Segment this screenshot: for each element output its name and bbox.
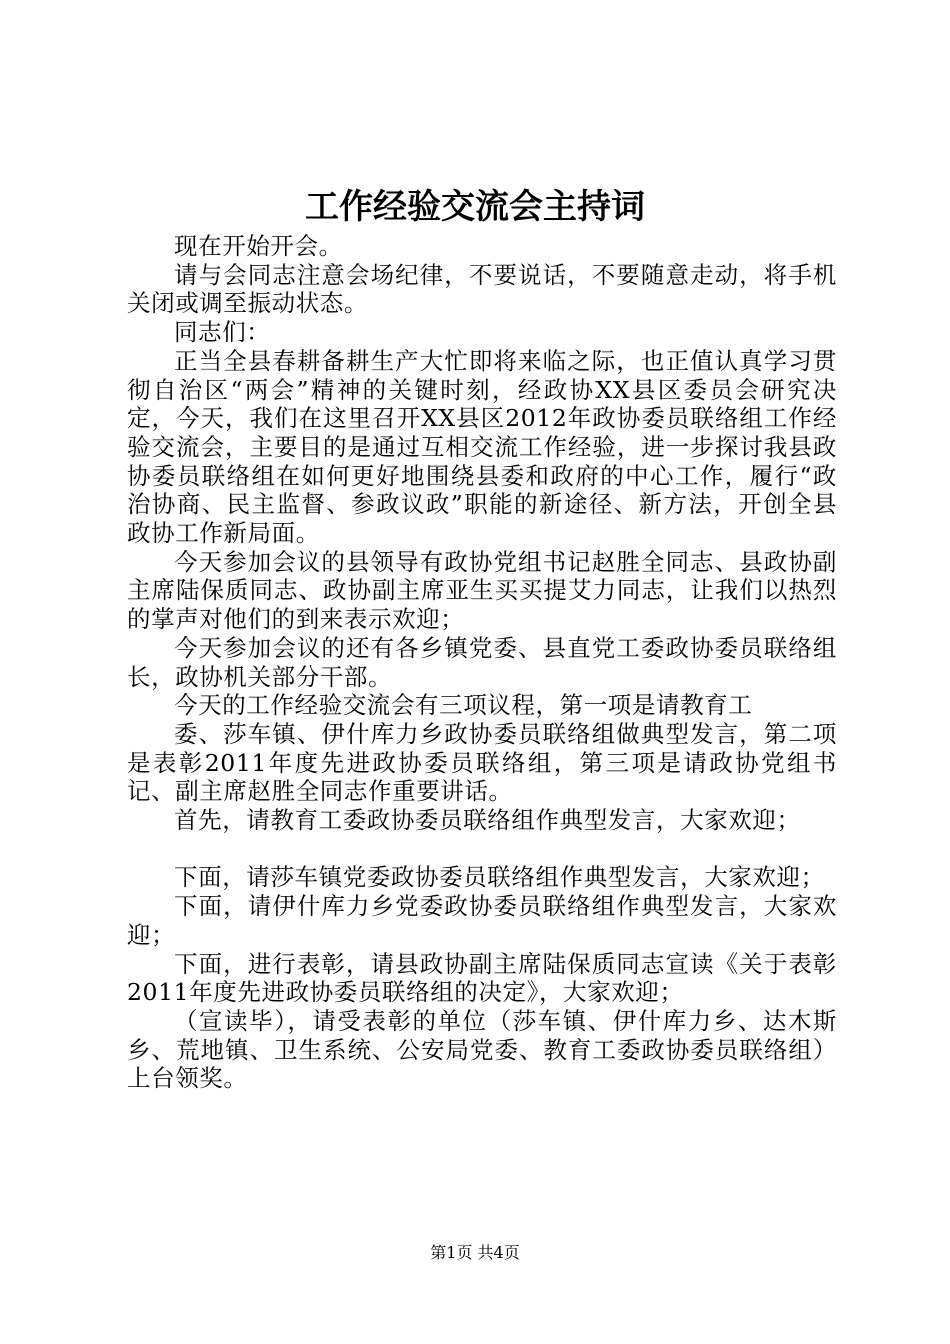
paragraph-commendation: 下面，进行表彰，请县政协副主席陆保质同志宣读《关于表彰2011年度先进政协委员联络组的决定》，大家欢迎； [127, 949, 837, 1007]
document-body [127, 232, 837, 1093]
paragraph-second-speaker: 下面，请莎车镇党委政协委员联络组作典型发言，大家欢迎； [174, 863, 825, 892]
paragraph-salutation: 同志们： [174, 318, 271, 347]
blank-line [127, 835, 837, 864]
paragraph-opening: 现在开始开会。 [174, 232, 343, 260]
paragraph-first-speaker: 首先，请教育工委政协委员联络组作典型发言，大家欢迎； [174, 806, 801, 835]
paragraph-discipline: 请与会同志注意会场纪律，不要说话，不要随意走动，将手机关闭或调至振动状态。 [127, 260, 837, 318]
paragraph-attendees: 今天参加会议的还有各乡镇党委、县直党工委政协委员联络组长，政协机关部分干部。 [127, 633, 837, 691]
paragraph-agenda-items: 委、莎车镇、伊什库力乡政协委员联络组做典型发言，第二项是表彰2011年度先进政协委员联络组，第三项是请政协党组书记、副主席赵胜全同志作重要讲话。 [127, 719, 837, 806]
paragraph-awards: （宣读毕），请受表彰的单位（莎车镇、伊什库力乡、达木斯乡、荒地镇、卫生系统、公安局党委、教育工委政协委员联络组）上台领奖。 [127, 1006, 837, 1093]
paragraph-leaders: 今天参加会议的县领导有政协党组书记赵胜全同志、县政协副主席陆保质同志、政协副主席亚生买买提艾力同志，让我们以热烈的掌声对他们的到来表示欢迎； [127, 547, 837, 634]
page-number: 第1页 共4页 [430, 1243, 520, 1262]
paragraph-purpose: 正当全县春耕备耕生产大忙即将来临之际，也正值认真学习贯彻自治区“两会”精神的关键时刻，经政协XX县区委员会研究决定，今天，我们在这里召开XX县区2012年政协委员联络组工作经验交流会，主要目的是通过互相交流工作经验，进一步探讨我县政协委员联络组在如何更好地围绕县委和政府的中心工作，履行“政治协商、民主监督、参政议政”职能的新途径、新方法，开创全县政协工作新局面。 [127, 346, 837, 548]
paragraph-agenda-intro: 今天的工作经验交流会有三项议程，第一项是请教育工 [174, 691, 753, 720]
paragraph-third-speaker: 下面，请伊什库力乡党委政协委员联络组作典型发言，大家欢迎； [127, 892, 837, 949]
document-title: 工作经验交流会主持词 [305, 187, 645, 227]
